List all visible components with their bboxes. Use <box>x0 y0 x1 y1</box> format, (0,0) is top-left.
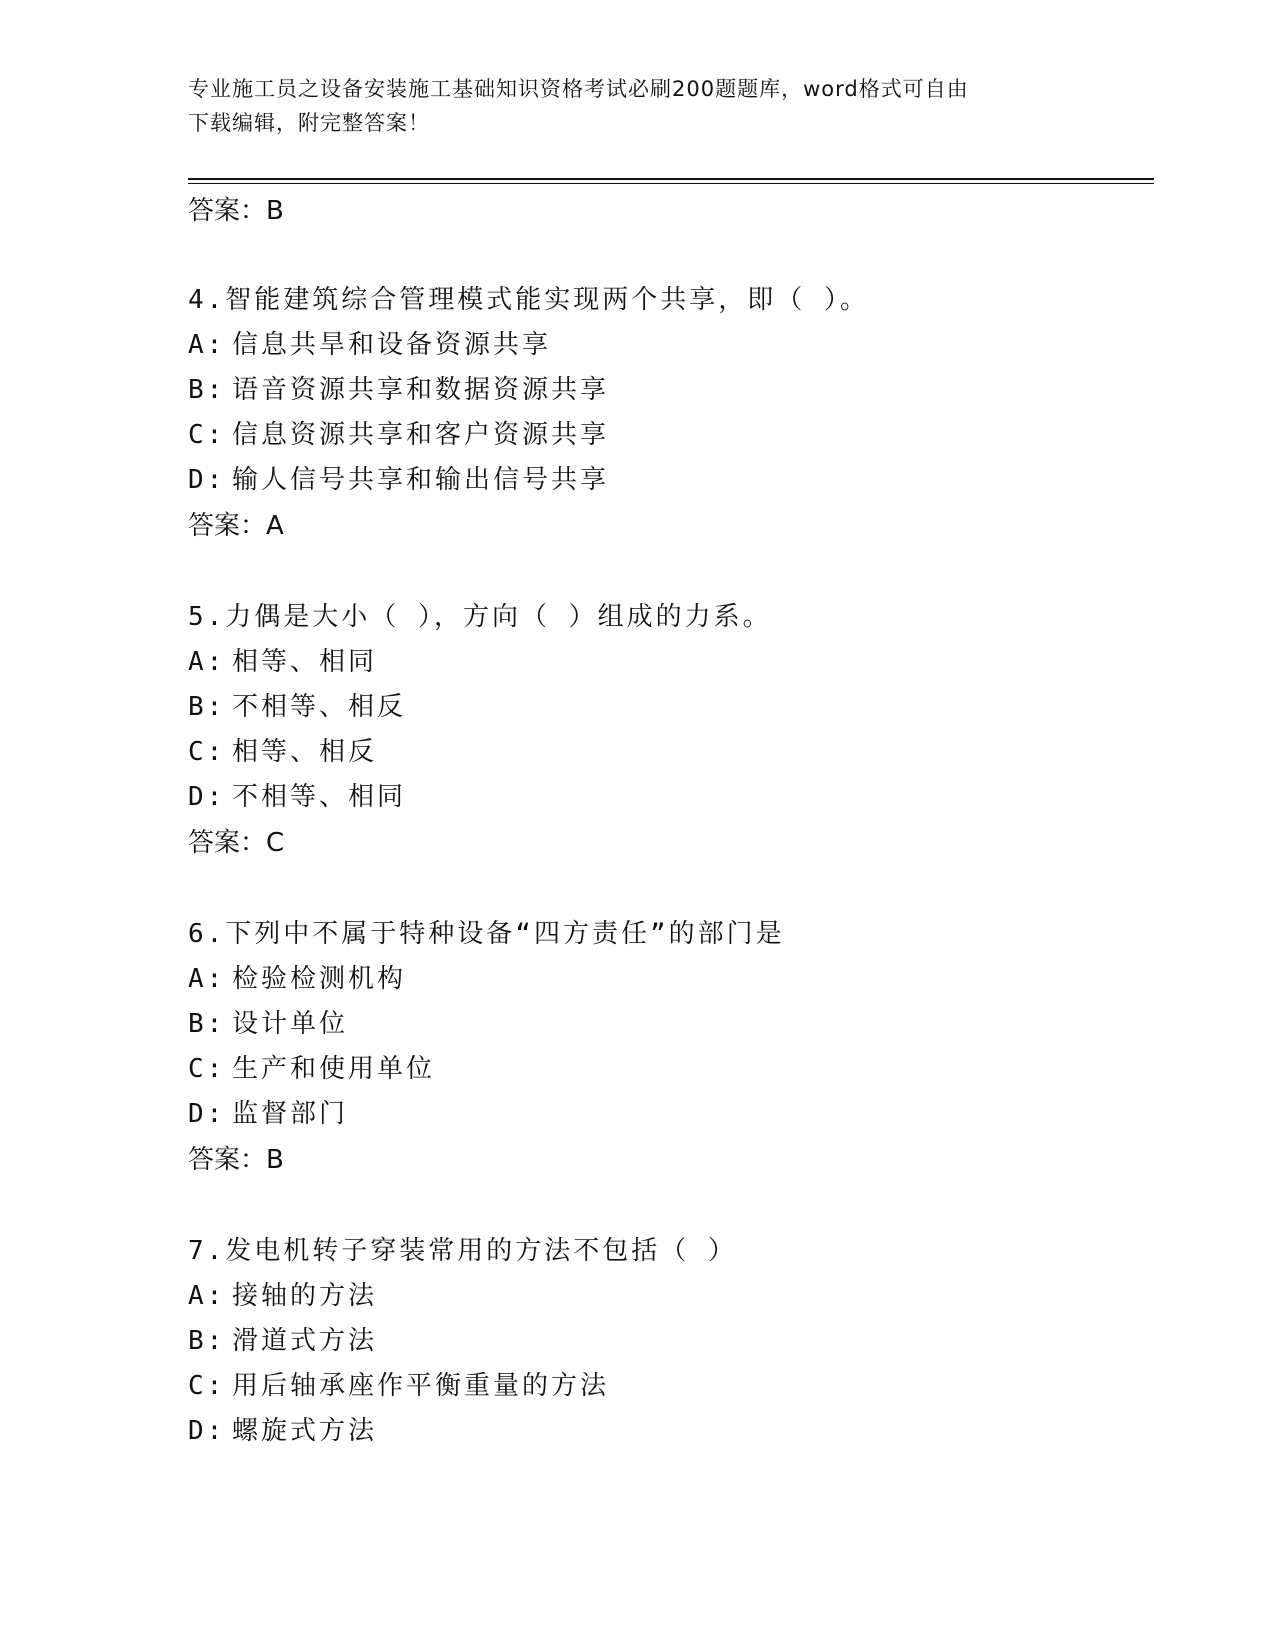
option-text: 生产和使用单位 <box>232 1054 436 1084</box>
option-text: 接轴的方法 <box>232 1281 378 1311</box>
option-text: 相等、相反 <box>232 737 378 767</box>
question-text: 7.发电机转子穿装常用的方法不包括（ ） <box>188 1236 737 1266</box>
option-text: 设计单位 <box>232 1009 349 1039</box>
question-list <box>188 190 1148 1454</box>
header-divider-thin <box>188 183 1154 184</box>
option-letter: D: <box>188 782 226 812</box>
option-text: 滑道式方法 <box>232 1326 378 1356</box>
option-a <box>188 957 1148 1002</box>
option-letter: B: <box>188 1009 226 1039</box>
question-block <box>188 277 1148 549</box>
option-a <box>188 640 1148 685</box>
answer-line: 答案：C <box>188 828 285 858</box>
option-text: 输人信号共享和输出信号共享 <box>232 465 610 495</box>
question-text: 4.智能建筑综合管理模式能实现两个共享，即（ ）。 <box>188 285 869 315</box>
option-letter: D: <box>188 465 226 495</box>
option-text: 监督部门 <box>232 1099 349 1129</box>
option-d <box>188 1409 1148 1454</box>
option-c <box>188 1047 1148 1092</box>
answer-line: 答案：B <box>188 196 284 226</box>
option-text: 信息资源共享和客户资源共享 <box>232 420 610 450</box>
option-letter: C: <box>188 1371 226 1401</box>
option-b <box>188 1319 1148 1364</box>
option-text: 检验检测机构 <box>232 964 407 994</box>
option-letter: A: <box>188 330 226 360</box>
question-text: 5.力偶是大小（ ），方向（ ）组成的力系。 <box>188 602 772 632</box>
option-letter: C: <box>188 420 226 450</box>
answer-line: 答案：A <box>188 511 284 541</box>
option-letter: A: <box>188 1281 226 1311</box>
option-text: 用后轴承座作平衡重量的方法 <box>232 1371 610 1401</box>
option-text: 不相等、相同 <box>232 782 407 812</box>
option-text: 螺旋式方法 <box>232 1416 378 1446</box>
option-letter: B: <box>188 375 226 405</box>
option-d <box>188 458 1148 503</box>
answer-line: 答案：B <box>188 1145 284 1175</box>
question-block <box>188 911 1148 1183</box>
option-letter: D: <box>188 1416 226 1446</box>
header-line-2: 下载编辑，附完整答案！ <box>188 111 430 135</box>
option-letter: C: <box>188 1054 226 1084</box>
header-divider-thick <box>188 178 1154 180</box>
header-line-1: 专业施工员之设备安装施工基础知识资格考试必刷200题题库，word格式可自由 <box>188 77 969 101</box>
option-c <box>188 1364 1148 1409</box>
option-d <box>188 775 1148 820</box>
option-letter: D: <box>188 1099 226 1129</box>
option-b <box>188 685 1148 730</box>
option-letter: C: <box>188 737 226 767</box>
option-a <box>188 323 1148 368</box>
option-b <box>188 1002 1148 1047</box>
option-letter: A: <box>188 647 226 677</box>
option-b <box>188 368 1148 413</box>
question-block <box>188 594 1148 866</box>
document-header <box>188 72 1068 140</box>
option-letter: B: <box>188 692 226 722</box>
option-d <box>188 1092 1148 1137</box>
option-c <box>188 413 1148 458</box>
question-text: 6.下列中不属于特种设备“四方责任”的部门是 <box>188 919 785 949</box>
option-letter: B: <box>188 1326 226 1356</box>
option-letter: A: <box>188 964 226 994</box>
option-text: 不相等、相反 <box>232 692 407 722</box>
option-text: 相等、相同 <box>232 647 378 677</box>
question-block <box>188 1228 1148 1454</box>
option-a <box>188 1274 1148 1319</box>
option-text: 信息共旱和设备资源共享 <box>232 330 552 360</box>
option-c <box>188 730 1148 775</box>
option-text: 语音资源共享和数据资源共享 <box>232 375 610 405</box>
